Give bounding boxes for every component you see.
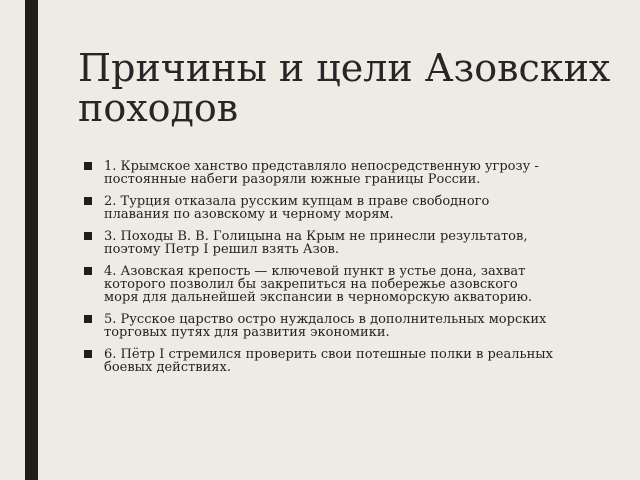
square-bullet-icon bbox=[84, 267, 92, 275]
square-bullet-icon bbox=[84, 162, 92, 170]
bullet-text: 5. Русское царство остро нуждалось в дополнительных морских торговых путях для развития экономики. bbox=[104, 312, 547, 340]
bullet-text: 1. Крымское ханство представляло непосредственную угрозу - постоянные набеги разоряли южные границы России. bbox=[104, 159, 539, 187]
left-accent-bar bbox=[25, 0, 38, 480]
bullet-text: 2. Турция отказала русским купцам в праве свободного плавания по азовскому и черному морям. bbox=[104, 194, 490, 222]
list-item bbox=[84, 313, 554, 339]
bullet-text: 4. Азовская крепость — ключевой пункт в устье дона, захват которого позволил бы закрепиться на побережье азовского моря для дальнейшей экспансии в черноморскую акваторию. bbox=[104, 264, 533, 305]
list-item bbox=[84, 230, 554, 256]
bullet-text: 3. Походы В. В. Голицына на Крым не принесли результатов, поэтому Петр I решил взять Азов. bbox=[104, 229, 528, 257]
bullet-text: 6. Пётр I стремился проверить свои потешные полки в реальных боевых действиях. bbox=[104, 347, 553, 375]
slide-title: Причины и цели Азовских походов bbox=[78, 46, 611, 130]
square-bullet-icon bbox=[84, 315, 92, 323]
square-bullet-icon bbox=[84, 350, 92, 358]
list-item bbox=[84, 160, 554, 186]
square-bullet-icon bbox=[84, 232, 92, 240]
square-bullet-icon bbox=[84, 197, 92, 205]
list-item bbox=[84, 348, 554, 374]
list-item bbox=[84, 265, 554, 304]
bullet-list bbox=[84, 160, 554, 383]
list-item bbox=[84, 195, 554, 221]
